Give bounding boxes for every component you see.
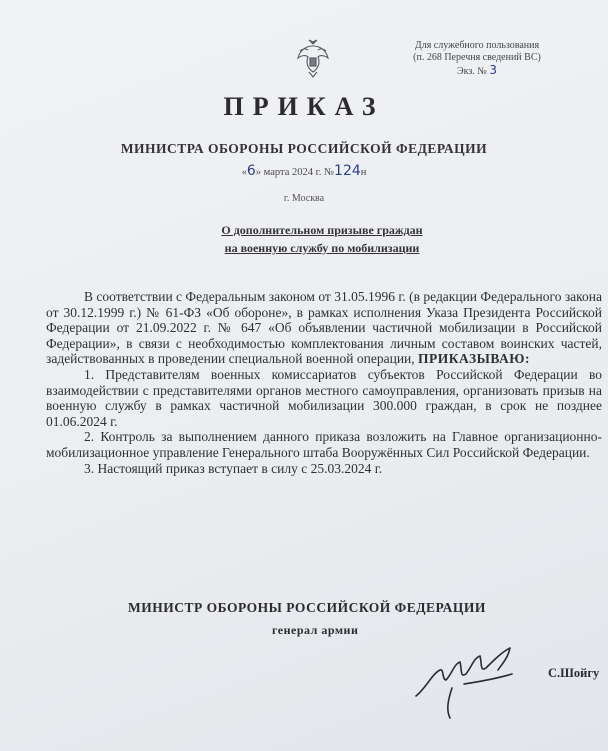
preamble-paragraph [46, 289, 602, 367]
signatory-name: С.Шойгу [548, 666, 600, 680]
order-item-1: 1. Представителям военных комиссариатов субъектов Российской Федерации во взаимодействии с представителями органов местного самоуправления, организовать призыв на военную службу в рамках частичной мобилизации 300.000 граждан, в срок не позднее 01.06.2024 г. [46, 366, 602, 429]
subject-line1: О дополнительном призыве граждан [221, 223, 423, 237]
document-title: ПРИКАЗ [223, 92, 385, 121]
order-item-3: 3. Настоящий приказ вступает в силу с 25.03.2024 г. [84, 460, 383, 476]
order-number: 124 [334, 163, 361, 179]
signatory-title: МИНИСТР ОБОРОНЫ РОССИЙСКОЙ ФЕДЕРАЦИИ [128, 600, 486, 615]
copy-label: Экз. № [457, 66, 487, 77]
preamble-text: В соответствии с Федеральным законом от 31.05.1996 г. (в редакции Федерального закона от 30.12.1999 г.) № 61-ФЗ «Об обороне», в рамках исполнения Указа Президента Российской Федерации от 21.09.2022 г. № 647 «Об объявлении частичной мобилизации в Российской Федерации», в связи с необходимостью комплектования личным составом воинских частей, задействованных в проведении специальной военной операции, [46, 289, 602, 367]
date-line [0, 163, 608, 179]
classification-line2: (п. 268 Перечня сведений ВС) [413, 52, 541, 63]
copy-number-value: 3 [489, 63, 497, 77]
date-month-year: » марта 2024 г. № [255, 167, 335, 178]
city-line: г. Москва [283, 193, 325, 204]
order-item-2: 2. Контроль за выполнением данного приказа возложить на Главное организационно-мобилизационное управление Генерального штаба Вооружённых Сил Российской Федерации. [46, 429, 602, 460]
subject-heading [192, 221, 452, 257]
order-word: ПРИКАЗЫВАЮ: [418, 351, 530, 367]
copy-number [392, 64, 562, 78]
date-day: 6 [246, 163, 256, 179]
signatory-rank: генерал армии [272, 623, 359, 637]
date-open-quote: « [241, 167, 247, 178]
order-body [46, 289, 602, 476]
coat-of-arms-emblem [296, 38, 330, 78]
subject-line2: на военную службу по мобилизации [224, 241, 420, 255]
handwritten-signature [412, 644, 538, 722]
classification-stamp [392, 40, 562, 78]
classification-line1: Для служебного пользования [414, 40, 540, 51]
issuer-heading: МИНИСТРА ОБОРОНЫ РОССИЙСКОЙ ФЕДЕРАЦИИ [120, 141, 488, 156]
date-close: н [360, 167, 367, 178]
